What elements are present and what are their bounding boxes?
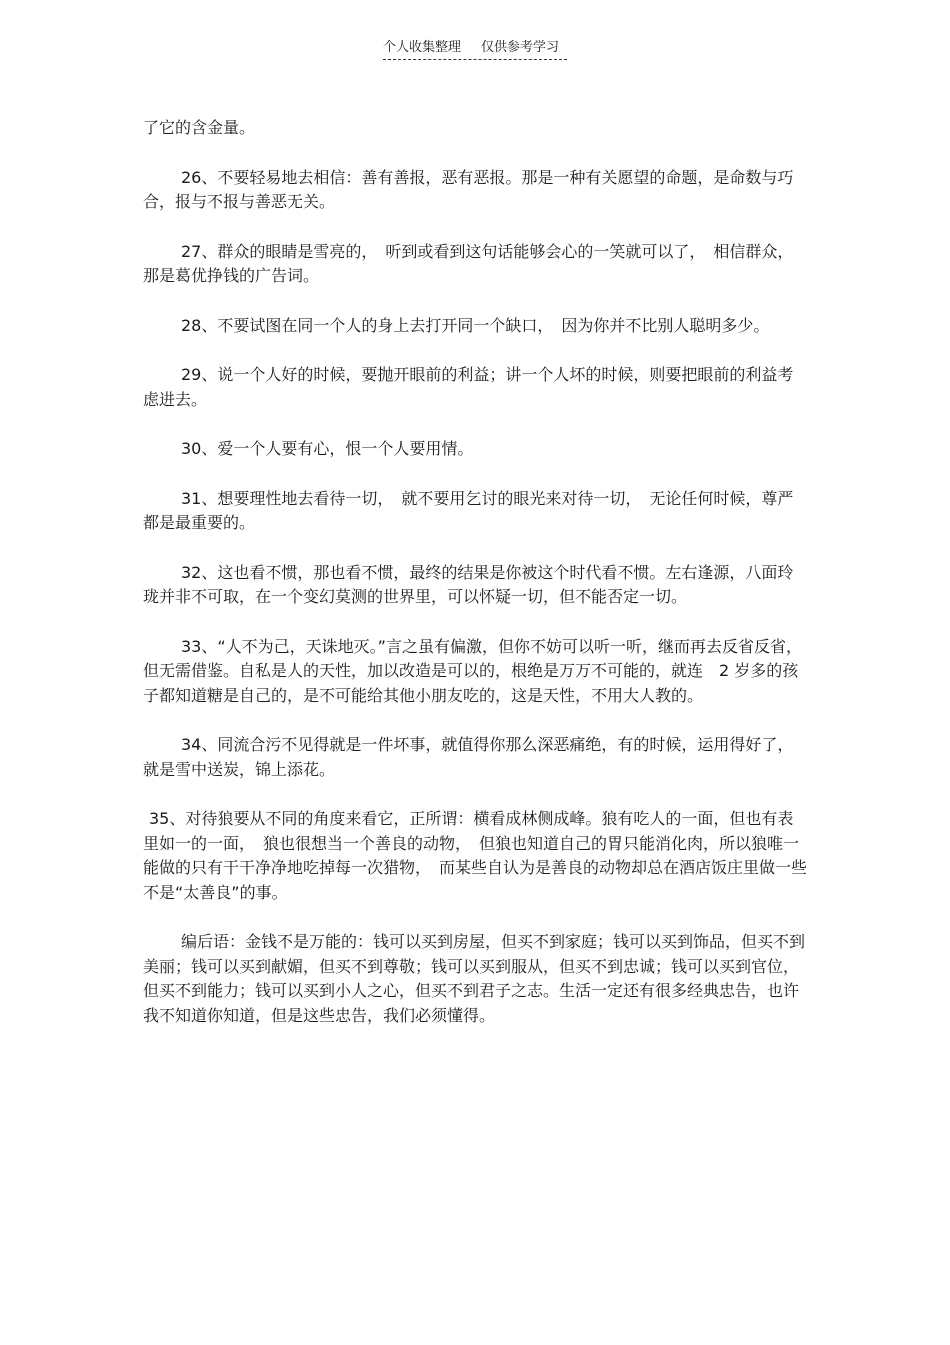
- paragraph-item-33: 33、“人不为己，天诛地灭。”言之虽有偏激，但你不妨可以听一听，继而再去反省反省，但无需借鉴。自私是人的天性，加以改造是可以的，根绝是万万不可能的，就连 2 岁多的孩子都知道糖是自己的，是不可能给其他小朋友吃的，这是天性，不用大人教的。: [143, 636, 802, 705]
- paragraph-item-29: 29、说一个人好的时候，要抛开眼前的利益；讲一个人坏的时候，则要把眼前的利益考虑进去。: [143, 365, 794, 409]
- header-left-text: 个人收集整理: [383, 40, 462, 55]
- paragraph-item-32: 32、这也看不惯，那也看不惯，最终的结果是你被这个时代看不惯。左右逢源，八面玲珑并非不可取，在一个变幻莫测的世界里，可以怀疑一切，但不能否定一切。: [143, 562, 794, 606]
- paragraph-item-28: 28、不要试图在同一个人的身上去打开同一个缺口， 因为你并不比别人聪明多少。: [181, 315, 770, 335]
- document-body: [143, 116, 808, 1053]
- paragraph-continuation: 了它的含金量。: [143, 118, 256, 137]
- paragraph-item-35: 35、对待狼要从不同的角度来看它，正所谓：横看成林侧成峰。狼有吃人的一面，但也有表里如一的一面， 狼也很想当一个善良的动物， 但狼也知道自己的胃只能消化肉，所以狼唯一能做的只有干干净净地吃掉每一次猎物， 而某些自认为是善良的动物却总在酒店饭庄里做一些不是“太善良”的事。: [143, 809, 808, 902]
- paragraph-item-34: 34、同流合污不见得就是一件坏事，就值得你那么深恶痛绝，有的时候，运用得好了，就是雪中送炭，锦上添花。: [143, 735, 794, 779]
- paragraph-afterword: 编后语：金钱不是万能的：钱可以买到房屋，但买不到家庭；钱可以买到饰品，但买不到美丽；钱可以买到献媚，但买不到尊敬；钱可以买到服从，但买不到忠诚；钱可以买到官位，但买不到能力；钱可以买到小人之心，但买不到君子之志。生活一定还有很多经典忠告，也许我不知道你知道，但是这些忠告，我们必须懂得。: [143, 932, 806, 1025]
- page-header: [383, 39, 567, 60]
- paragraph-item-27: 27、群众的眼睛是雪亮的， 听到或看到这句话能够会心的一笑就可以了， 相信群众，那是葛优挣钱的广告词。: [143, 241, 794, 285]
- paragraph-item-31: 31、想要理性地去看待一切， 就不要用乞讨的眼光来对待一切， 无论任何时候，尊严都是最重要的。: [143, 488, 794, 532]
- header-right-text: 仅供参考学习: [481, 40, 560, 55]
- paragraph-item-30: 30、爱一个人要有心，恨一个人要用情。: [181, 439, 474, 458]
- paragraph-item-26: 26、不要轻易地去相信：善有善报，恶有恶报。那是一种有关愿望的命题，是命数与巧合，报与不报与善恶无关。: [143, 167, 794, 211]
